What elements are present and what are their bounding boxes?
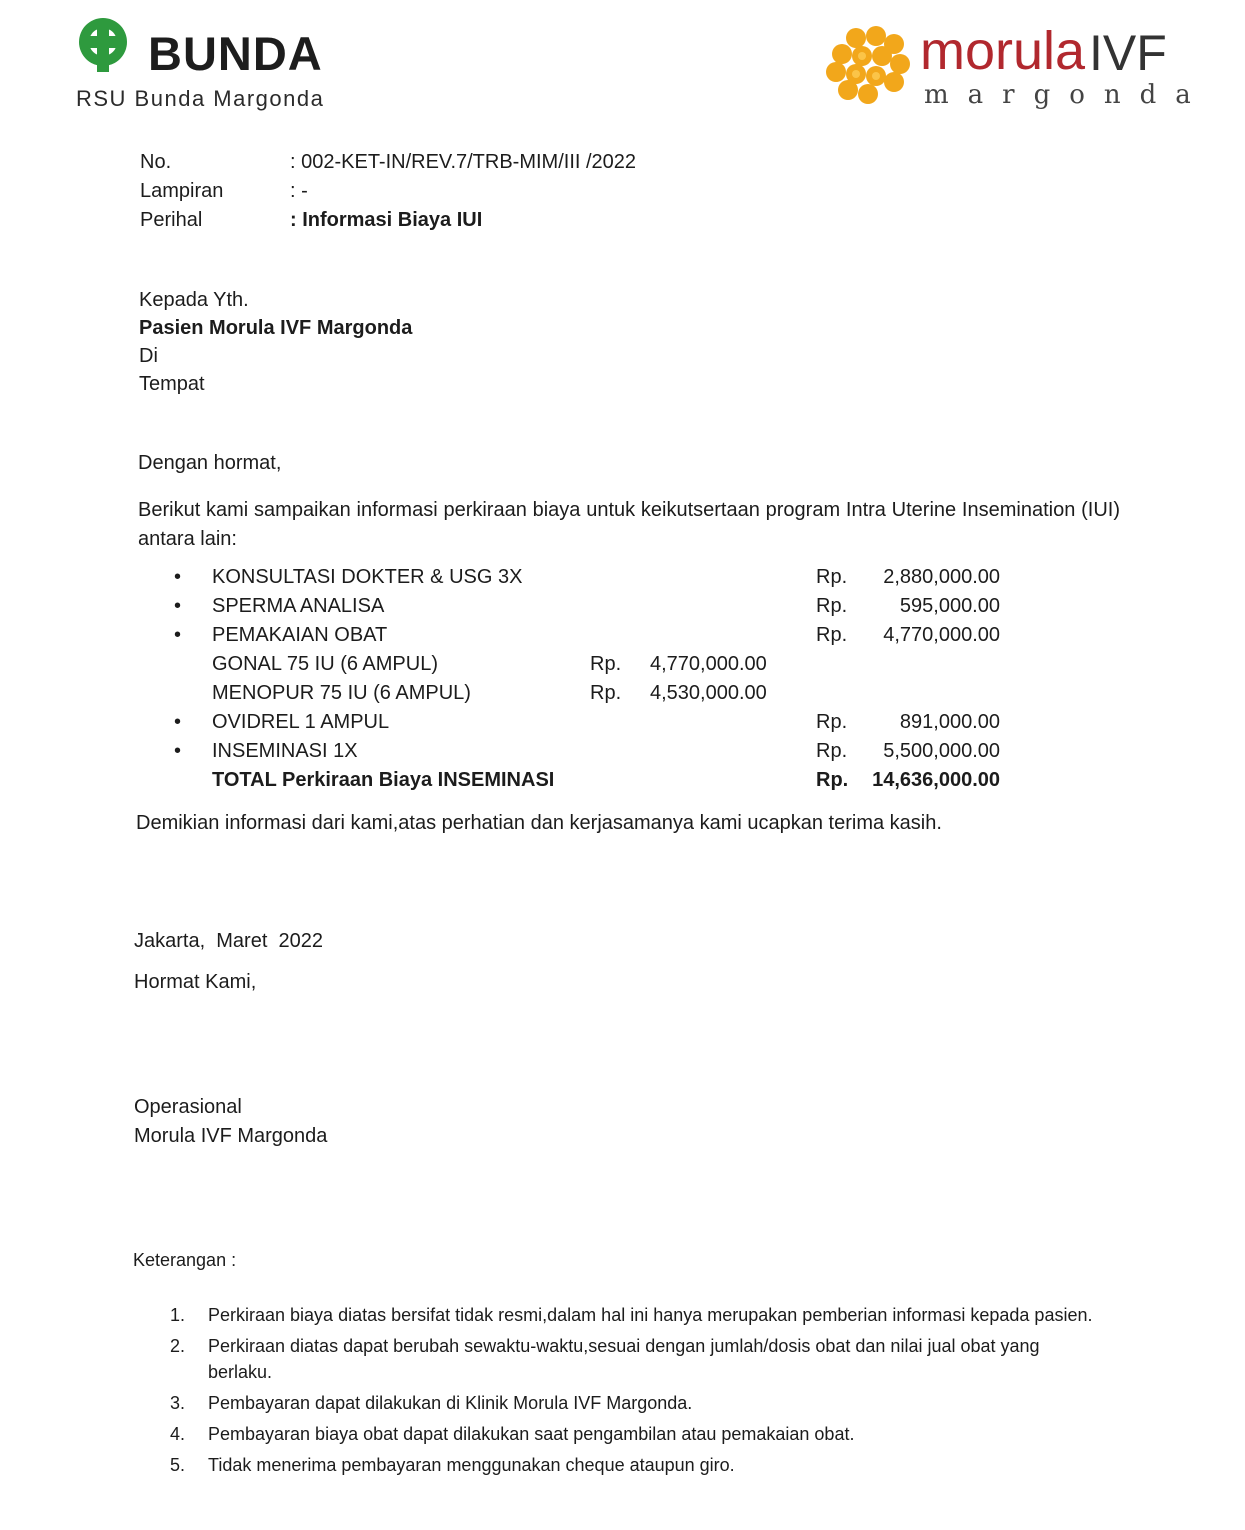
notes-title: Keterangan : [133,1250,237,1270]
bunda-cross-icon [74,18,132,76]
meta-attachment-value: : - [290,180,308,202]
note-item [170,1452,1100,1478]
cost-sub-item [170,653,1010,682]
note-text: Tidak menerima pembayaran menggunakan cheque ataupun giro. [208,1455,735,1475]
bunda-subtitle: RSU Bunda Margonda [76,86,325,111]
meta-subject-value: : Informasi Biaya IUI [290,209,483,231]
bunda-name: BUNDA [148,27,323,80]
address-line: Kepada Yth. [139,289,249,311]
note-text: Pembayaran biaya obat dapat dilakukan saat pengambilan atau pemakaian obat. [208,1424,855,1444]
address-recipient: Pasien Morula IVF Margonda [139,317,413,339]
currency-label: Rp. [816,595,848,617]
recipient-address [139,286,412,398]
currency-label: Rp. [816,566,848,588]
letter-date: Jakarta, Maret 2022 [134,930,323,952]
cost-sub-item-amount: 4,770,000.00 [650,653,767,675]
morula-logo [826,21,1210,116]
note-item [170,1302,1100,1328]
bullet-icon: • [174,595,182,617]
cost-item-amount: 595,000.00 [899,595,1000,617]
regards: Hormat Kami, [134,971,257,993]
cost-sub-item-label: GONAL 75 IU (6 AMPUL) [212,653,438,675]
meta-attachment-label: Lampiran [140,180,224,202]
morula-ivf-wordmark: IVF [1089,25,1167,81]
signature-organization: Morula IVF Margonda [134,1125,328,1147]
currency-label: Rp. [590,653,622,675]
note-item [170,1390,1100,1416]
currency-label: Rp. [816,769,849,791]
cost-item-amount: 4,770,000.00 [883,624,1000,646]
cost-item [170,566,1010,595]
cost-list [170,566,1010,798]
greeting: Dengan hormat, [138,452,282,474]
note-number: 1. [170,1305,186,1325]
meta-number-value: : 002-KET-IN/REV.7/TRB-MIM/III /2022 [290,151,637,173]
cost-total-amount: 14,636,000.00 [872,769,1000,791]
closing-paragraph: Demikian informasi dari kami,atas perhatian dan kerjasamanya kami ucapkan terima kasih. [136,812,942,834]
note-text: Perkiraan biaya diatas bersifat tidak resmi,dalam hal ini hanya merupakan pemberian informasi kepada pasien. [208,1305,1093,1325]
morula-subtitle: margonda [924,80,1210,110]
signature-title: Operasional [134,1096,242,1118]
cost-item-label: OVIDREL 1 AMPUL [212,711,390,733]
note-item [170,1421,1100,1447]
bullet-icon: • [174,566,182,588]
morula-wordmark: morula [920,21,1086,81]
cost-item-amount: 2,880,000.00 [883,566,1000,588]
note-item [170,1333,1100,1385]
currency-label: Rp. [590,682,622,704]
cost-item-label: INSEMINASI 1X [212,740,358,762]
note-number: 5. [170,1455,186,1475]
cost-total-row [170,769,1010,798]
currency-label: Rp. [816,711,848,733]
cost-item [170,624,1010,653]
cost-item-amount: 891,000.00 [899,711,1000,733]
cost-item-label: PEMAKAIAN OBAT [212,624,388,646]
cost-item [170,740,1010,769]
currency-label: Rp. [816,624,848,646]
cost-sub-item [170,682,1010,711]
bullet-icon: • [174,740,182,762]
note-text: Perkiraan diatas dapat berubah sewaktu-waktu,sesuai dengan jumlah/dosis obat dan nilai jual obat yang berlaku. [208,1336,1040,1382]
address-line: Tempat [139,373,205,395]
signature-block [134,1093,327,1151]
cost-item-label: SPERMA ANALISA [212,595,385,617]
cost-item [170,711,1010,740]
notes-list [170,1302,1100,1483]
bullet-icon: • [174,711,182,733]
cost-item-amount: 5,500,000.00 [883,740,1000,762]
cost-sub-item-label: MENOPUR 75 IU (6 AMPUL) [212,682,471,704]
currency-label: Rp. [816,740,848,762]
note-number: 2. [170,1336,186,1356]
meta-subject-label: Perihal [140,209,203,231]
address-line: Di [139,345,158,367]
morula-cell-icon [826,26,912,106]
note-text: Pembayaran dapat dilakukan di Klinik Morula IVF Margonda. [208,1393,693,1413]
cost-item-label: KONSULTASI DOKTER & USG 3X [212,566,523,588]
note-number: 4. [170,1424,186,1444]
note-number: 3. [170,1393,186,1413]
cost-sub-item-amount: 4,530,000.00 [650,682,767,704]
meta-number-label: No. [140,151,172,173]
bullet-icon: • [174,624,182,646]
intro-paragraph: Berikut kami sampaikan informasi perkiraan biaya untuk keikutsertaan program Intra Uterine Insemination (IUI) antara lain: [138,499,1120,550]
cost-item [170,595,1010,624]
cost-total-label: TOTAL Perkiraan Biaya INSEMINASI [212,769,555,791]
